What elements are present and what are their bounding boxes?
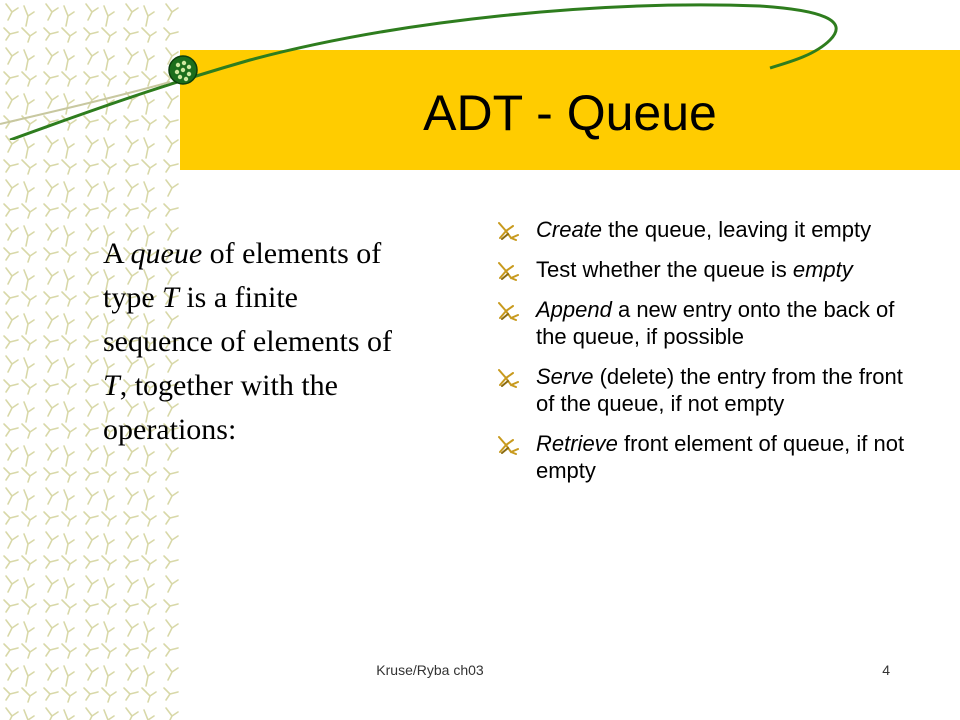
operations-list [496, 216, 916, 497]
operation-create [496, 216, 916, 243]
operation-name: Serve [536, 364, 594, 389]
page-number: 4 [882, 662, 890, 678]
operation-retrieve [496, 430, 916, 484]
operation-name: Create [536, 217, 603, 242]
footer-label: Kruse/Ryba ch03 [376, 662, 484, 678]
operation-name: empty [792, 257, 853, 282]
star-bullet-icon [496, 261, 522, 281]
star-bullet-icon [496, 221, 522, 241]
operation-desc: a new entry onto the back of the queue, if possible [536, 297, 895, 349]
operation-serve [496, 363, 916, 417]
operation-test-empty [496, 256, 916, 283]
definition-text: is a finite sequence of elements of [103, 281, 393, 358]
definition-text: A [103, 237, 131, 270]
definition-type-t: T [103, 369, 120, 402]
queue-definition [103, 232, 403, 452]
definition-type-t: T [162, 281, 179, 314]
slide-title: ADT - Queue [423, 85, 717, 141]
star-bullet-icon [496, 368, 522, 388]
operation-append [496, 296, 916, 350]
star-bullet-icon [496, 301, 522, 321]
definition-text: , together with the operations: [103, 369, 338, 446]
definition-text: of elements of type [103, 237, 382, 314]
operation-desc: the queue, leaving it empty [602, 217, 872, 242]
operation-name: Retrieve [536, 431, 618, 456]
definition-term-queue: queue [130, 237, 203, 270]
operation-desc: Test whether the queue is [536, 257, 793, 282]
operation-desc: (delete) the entry from the front of the queue, if not empty [536, 364, 903, 416]
operation-name: Append [536, 297, 612, 322]
operation-desc: front element of queue, if not empty [536, 431, 905, 483]
star-bullet-icon [496, 435, 522, 455]
